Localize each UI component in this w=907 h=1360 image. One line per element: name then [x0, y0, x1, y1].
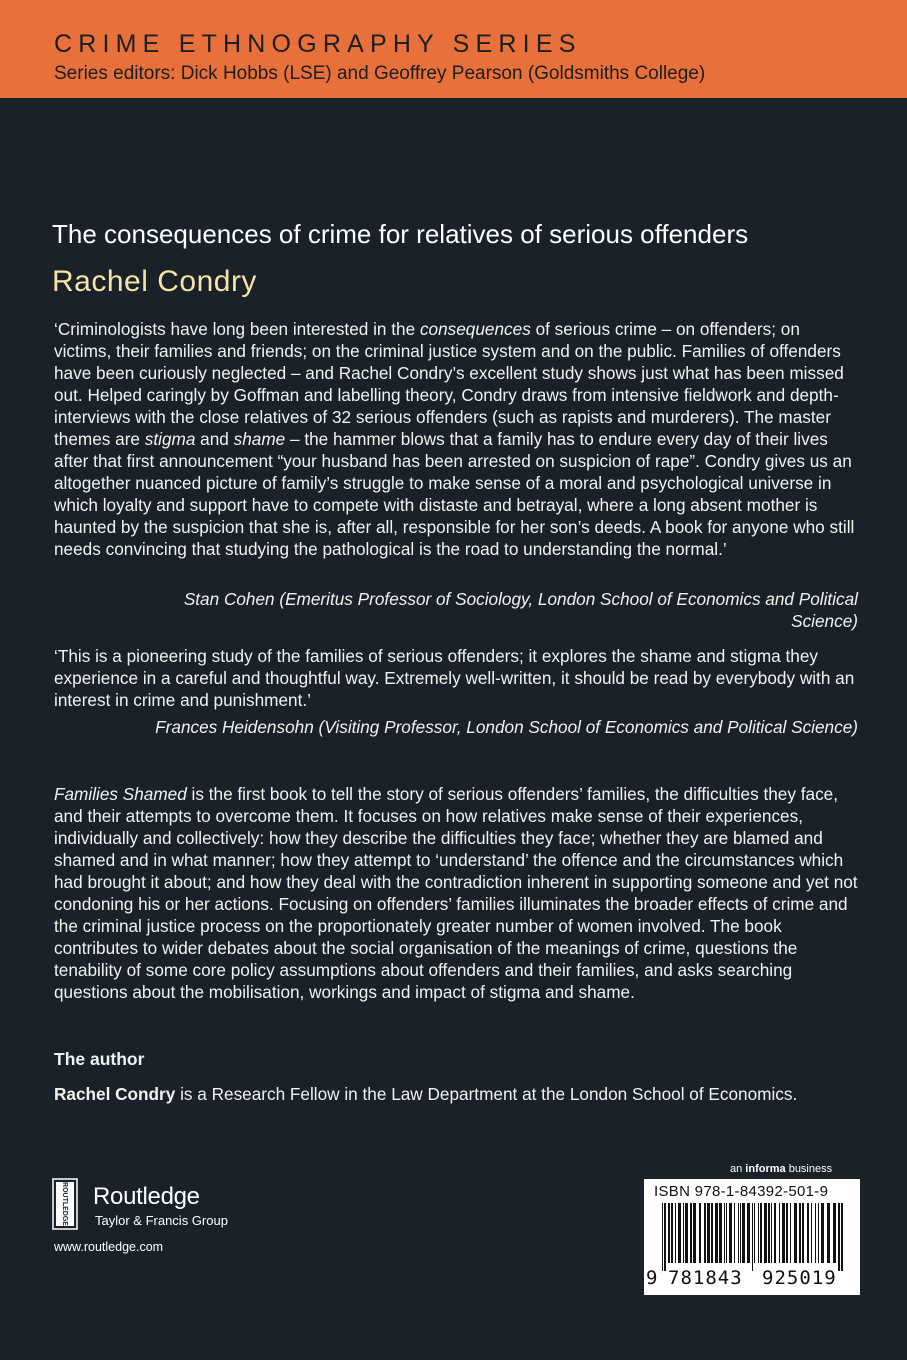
barcode-bar [675, 1203, 676, 1263]
isbn-label: ISBN 978-1-84392-501-9 [654, 1183, 829, 1200]
about-author-text [54, 1083, 874, 1105]
series-banner [0, 0, 907, 98]
quote-1-part-3: and [195, 429, 234, 449]
routledge-logo-icon [52, 1178, 78, 1230]
barcode-bar [771, 1203, 772, 1263]
barcode-bar [811, 1203, 812, 1263]
barcode-bar [715, 1203, 718, 1263]
informa-prefix: an [730, 1163, 746, 1175]
barcode-bar [758, 1203, 759, 1263]
barcode-bar [699, 1203, 701, 1263]
barcode-bar [841, 1203, 843, 1271]
quote-1-emphasis-stigma: stigma [144, 429, 196, 449]
endorsement-quote-1 [54, 318, 860, 560]
barcode-bar [662, 1203, 663, 1271]
barcode-bar [734, 1203, 735, 1263]
description-text: is the first book to tell the story of serious offenders’ families, the difficulties they face, and their attempts to overcome them. It focuses on how relatives make sense of their experiences, individually and collectively: how they describe the difficulties they face; whether they are blamed and shamed and in what manner; how they attempt to ‘understand’ the offence and the circumstances which had brought it about; and how they deal with the contradiction inherent in supporting someone and yet not condoning his or her actions. Focusing on offenders’ families illuminates the broader effects of crime and the criminal justice process on the proportionately greater number of women involved. The book contributes to wider debates about the social organisation of the meanings of crime, questions the tenability of some core policy assumptions about offenders and their families, and asks searching questions about the mobilisation, workings and impact of stigma and shame. [54, 784, 858, 1002]
publisher-url: www.routledge.com [54, 1240, 164, 1254]
isbn-barcode-box [644, 1179, 860, 1295]
quote-2-attribution: Frances Heidensohn (Visiting Professor, London School of Economics and Political Science) [155, 717, 858, 737]
about-author-bio: is a Research Fellow in the Law Department at the London School of Economics. [175, 1084, 798, 1104]
barcode-bar [838, 1203, 840, 1271]
barcode-bar [752, 1203, 753, 1271]
barcode-bar [786, 1203, 788, 1263]
book-subtitle: The consequences of crime for relatives of serious offenders [52, 219, 749, 249]
barcode-bar [740, 1203, 741, 1263]
barcode-bar [827, 1203, 830, 1263]
informa-business-label [730, 1163, 832, 1175]
description-book-title: Families Shamed [54, 784, 187, 804]
barcode-bar [683, 1203, 684, 1263]
barcode-bar [664, 1203, 666, 1271]
barcode-icon [658, 1203, 848, 1271]
quote-1-attribution: Stan Cohen (Emeritus Professor of Sociology, London School of Economics and Political Science) [183, 589, 858, 631]
quote-1-emphasis-consequences: consequences [419, 319, 531, 339]
barcode-bar [790, 1203, 791, 1263]
quote-1-part-4: – the hammer blows that a family has to endure every day of their lives after that first announcement “your husband has been arrested on suspicion of rape”. Condry gives us an altogether nuanced picture of family’s struggle to make sense of a moral and psychological universe in which loyalty and support have to compete with distaste and betrayal, where a long absent mother is haunted by the suspicion that she is, after all, responsible for her son’s deeds. A book for anyone who still needs convincing that studying the pathological is the road to understanding the normal.’ [54, 429, 855, 559]
barcode-bar [833, 1203, 836, 1263]
barcode-bar [782, 1203, 785, 1263]
quote-1-part-2: of serious crime – on offenders; on victims, their families and friends; on the criminal justice system and on the public. Families of offenders have been curiously neglected – and Rachel Condry’s excellent study shows just what has been missed out. Helped caringly by Goffman and labelling theory, Condry draws from intensive fieldwork and depth-interviews with the close relatives of 32 serious offenders (such as rapists and murderers). The master themes are [54, 319, 844, 449]
series-title: CRIME ETHNOGRAPHY SERIES [54, 30, 582, 58]
barcode-bar [774, 1203, 776, 1263]
about-author-name: Rachel Condry [54, 1084, 176, 1104]
barcode-bar [818, 1203, 819, 1263]
barcode-bar [678, 1203, 681, 1263]
quote-1-part-1: ‘Criminologists have long been interested in the [54, 319, 420, 339]
barcode-bar [729, 1203, 732, 1263]
barcode-bar [779, 1203, 780, 1263]
barcode-bar [671, 1203, 673, 1263]
barcode-bar [742, 1203, 745, 1263]
barcode-digit-group-1: 781843 [668, 1267, 743, 1289]
barcode-bar [724, 1203, 725, 1263]
barcode-bar [704, 1203, 706, 1263]
barcode-bar [690, 1203, 692, 1263]
barcode-bar [799, 1203, 801, 1263]
barcode-digit-group-2: 925019 [762, 1267, 837, 1289]
barcode-bar [768, 1203, 770, 1263]
barcode-bar [738, 1203, 739, 1263]
book-description [54, 783, 860, 1003]
quote-1-emphasis-shame: shame [233, 429, 286, 449]
barcode-bar [747, 1203, 750, 1263]
barcode-bar [802, 1203, 804, 1263]
publisher-group: Taylor & Francis Group [95, 1213, 228, 1228]
barcode-bar [754, 1203, 755, 1263]
series-editors: Series editors: Dick Hobbs (LSE) and Geoffrey Pearson (Goldsmiths College) [54, 63, 706, 84]
barcode-bar [719, 1203, 722, 1263]
barcode-bar [807, 1203, 809, 1263]
publisher-name: Routledge [93, 1183, 200, 1210]
about-author-heading: The author [54, 1049, 145, 1069]
barcode-bar [764, 1203, 767, 1263]
barcode-digit-lead: 9 [646, 1267, 659, 1289]
barcode-bar [707, 1203, 710, 1263]
routledge-logo-text: ROUTLEDGE [61, 1182, 69, 1226]
barcode-bar [821, 1203, 824, 1263]
quote-2-text: ‘This is a pioneering study of the families of serious offenders; it explores the shame and stigma they experience in a careful and thoughtful way. Extremely well-written, it should be read by everybody with an interest in crime and punishment.’ [54, 646, 855, 710]
author-name: Rachel Condry [52, 265, 257, 298]
barcode-bar [685, 1203, 688, 1263]
barcode-bar [815, 1203, 816, 1263]
informa-suffix: business [785, 1163, 833, 1175]
barcode-bar [760, 1203, 762, 1263]
barcode-bar [726, 1203, 727, 1263]
barcode-bar [711, 1203, 713, 1263]
barcode-bar [668, 1203, 670, 1263]
barcode-bar [693, 1203, 696, 1263]
informa-brand: informa [745, 1163, 786, 1175]
endorsement-quote-2 [54, 645, 860, 711]
barcode-bar [794, 1203, 797, 1263]
